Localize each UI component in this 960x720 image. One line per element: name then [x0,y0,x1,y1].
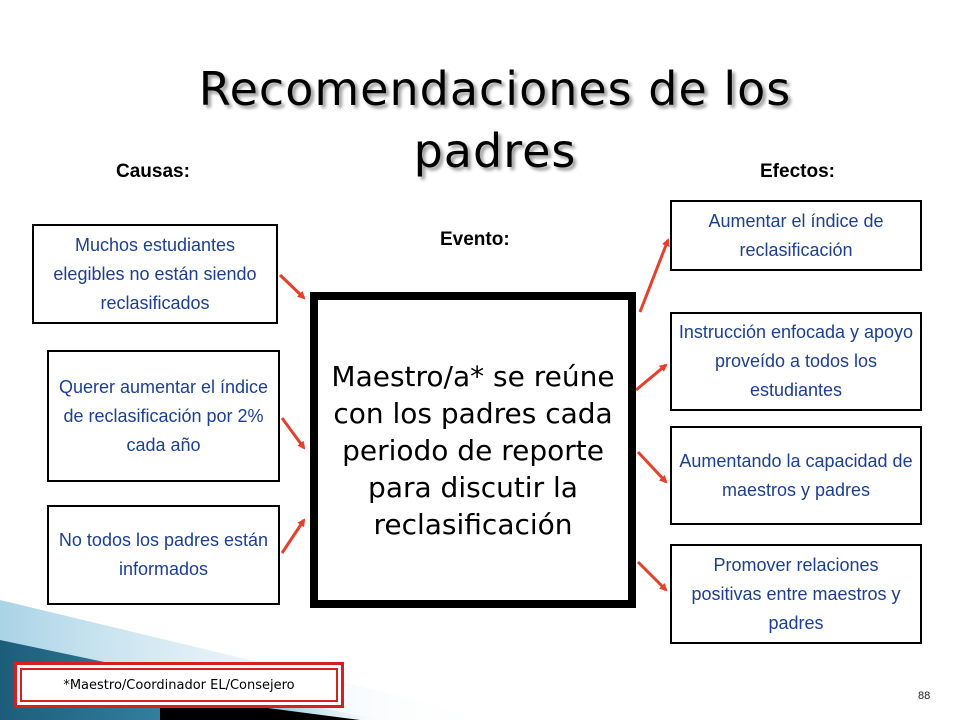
effects-label: Efectos: [760,161,835,182]
effect-arrow-4 [638,562,666,590]
page-title: Recomendaciones de los padres [198,62,792,178]
cause-arrow-1 [280,275,304,298]
causes-label: Causas: [116,161,190,182]
footnote-text: *Maestro/Coordinador EL/Consejero [20,668,338,702]
cause-arrow-2 [282,418,304,448]
effect-box-4: Promover relaciones positivas entre maestros y padres [670,544,922,644]
cause-arrow-3 [282,520,304,553]
page-number: 88 [918,690,931,702]
event-box: Maestro/a* se reúne con los padres cada periodo de reporte para discutir la reclasificación [310,292,636,608]
effect-box-3: Aumentando la capacidad de maestros y padres [670,426,922,525]
effect-arrow-3 [638,452,666,482]
effect-box-1: Aumentar el índice de reclasificación [670,200,922,271]
cause-box-1: Muchos estudiantes elegibles no están siendo reclasificados [32,224,278,324]
effect-box-2: Instrucción enfocada y apoyo proveído a todos los estudiantes [670,312,922,411]
cause-box-3: No todos los padres están informados [47,505,280,605]
event-label: Evento: [440,229,510,250]
effect-arrow-2 [636,365,666,390]
cause-box-2: Querer aumentar el índice de reclasificación por 2% cada año [47,350,280,482]
effect-arrow-1 [640,240,668,312]
footnote-box [14,662,344,708]
